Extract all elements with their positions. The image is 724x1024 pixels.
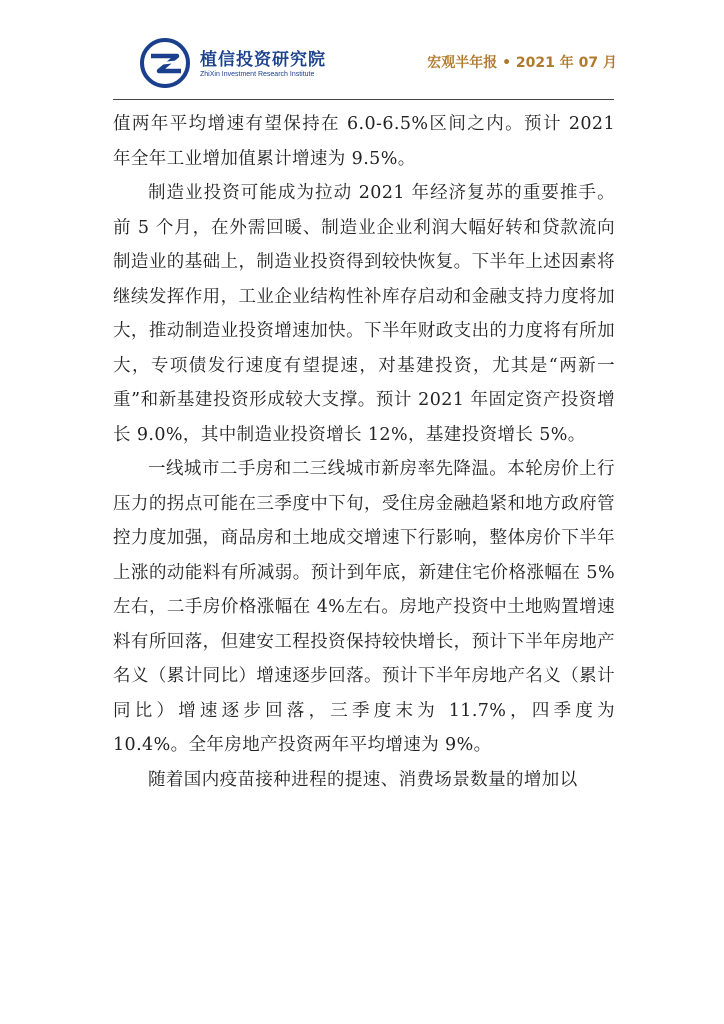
paragraph-1: 值两年平均增速有望保持在 6.0-6.5%区间之内。预计 2021 年全年工业增加值累计增速为 9.5%。	[113, 114, 615, 169]
logo-name-en: ZhiXin Investment Research Institute	[200, 71, 315, 78]
report-title: 宏观半年报 • 2021 年 07 月	[427, 55, 617, 71]
logo-text	[200, 45, 326, 78]
page-header	[0, 0, 724, 100]
institute-logo-icon	[139, 37, 191, 89]
paragraph-4: 随着国内疫苗接种进程的提速、消费场景数量的增加以	[148, 769, 578, 790]
page-body	[113, 107, 615, 797]
header-divider	[113, 99, 614, 100]
paragraph-3: 一线城市二手房和二三线城市新房率先降温。本轮房价上行压力的拐点可能在三季度中下旬，受住房金融趋紧和地方政府管控力度加强，商品房和土地成交增速下行影响，整体房价下半年上涨的动能料有所减弱。预计到年底，新建住宅价格涨幅在 5%左右，二手房价格涨幅在 4%左右。房地产投资中土地购置增速料有所回落，但建安工程投资保持较快增长，预计下半年房地产名义（累计同比）增速逐步回落。预计下半年房地产名义（累计同比）增速逐步回落，三季度末为 11.7%，四季度为 10.4%。全年房地产投资两年平均增速为 9%。	[113, 459, 615, 755]
paragraph-2: 制造业投资可能成为拉动 2021 年经济复苏的重要推手。前 5 个月，在外需回暖、制造业企业利润大幅好转和贷款流向制造业的基础上，制造业投资得到较快恢复。下半年上述因素将继续发挥作用，工业企业结构性补库存启动和金融支持力度将加大，推动制造业投资增速加快。下半年财政支出的力度将有所加大，专项债发行速度有望提速，对基建投资，尤其是“两新一重”和新基建投资形成较大支撑。预计 2021 年固定资产投资增长 9.0%，其中制造业投资增长 12%，基建投资增长 5%。	[113, 183, 615, 445]
logo-name-cn: 植信投资研究院	[200, 50, 326, 70]
